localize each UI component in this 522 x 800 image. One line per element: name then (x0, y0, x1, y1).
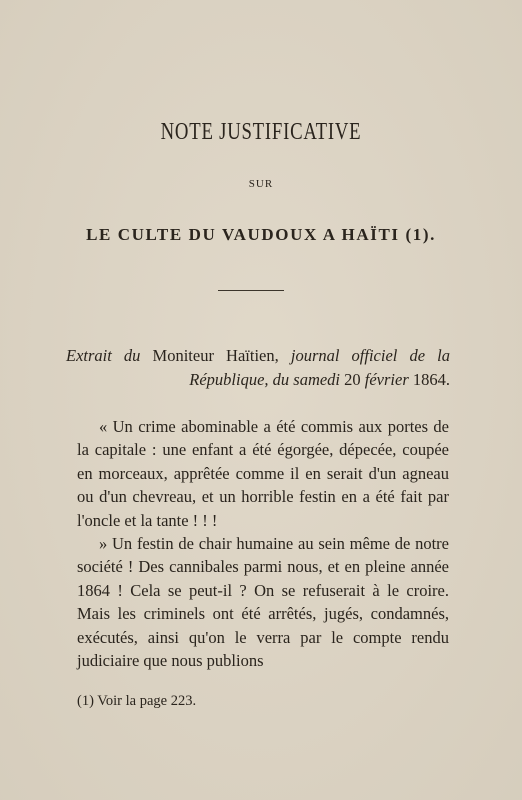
title-connector: SUR (248, 178, 274, 190)
extract-heading (66, 344, 450, 392)
extract-intro: Extrait du (66, 346, 141, 365)
separator-rule (218, 290, 284, 291)
document-title: NOTE JUSTIFICATIVE (160, 119, 362, 145)
body-text (77, 415, 449, 672)
extract-day: 20 (344, 370, 361, 389)
document-subtitle: LE CULTE DU VAUDOUX A HAÏTI (1). (86, 225, 436, 244)
extract-source: Moniteur Haïtien, (152, 346, 279, 365)
extract-year: 1864. (412, 370, 450, 389)
paragraph: » Un festin de chair humaine au sein même de notre société ! Des cannibales parmi nous, et en pleine année 1864 ! Cela se peut-il ? On se refuserait à le croire. Mais les criminels ont été arrêtés, jugés, condamnés, exécutés, ainsi qu'on le verra par le compte rendu judiciaire que nous publions (77, 534, 449, 671)
extract-intro-continued: journal officiel de la République, du samedi (189, 346, 450, 389)
extract-month: février (364, 370, 409, 389)
paragraph: « Un crime abominable a été commis aux portes de la capitale : une enfant a été égorgée, dépecée, coupée en morceaux, apprêtée comme il en serait d'un agneau ou d'un chevreau, et un horrible festin en a été fait par l'oncle et la tante ! ! ! (77, 417, 449, 530)
footnote: (1) Voir la page 223. (77, 693, 197, 709)
